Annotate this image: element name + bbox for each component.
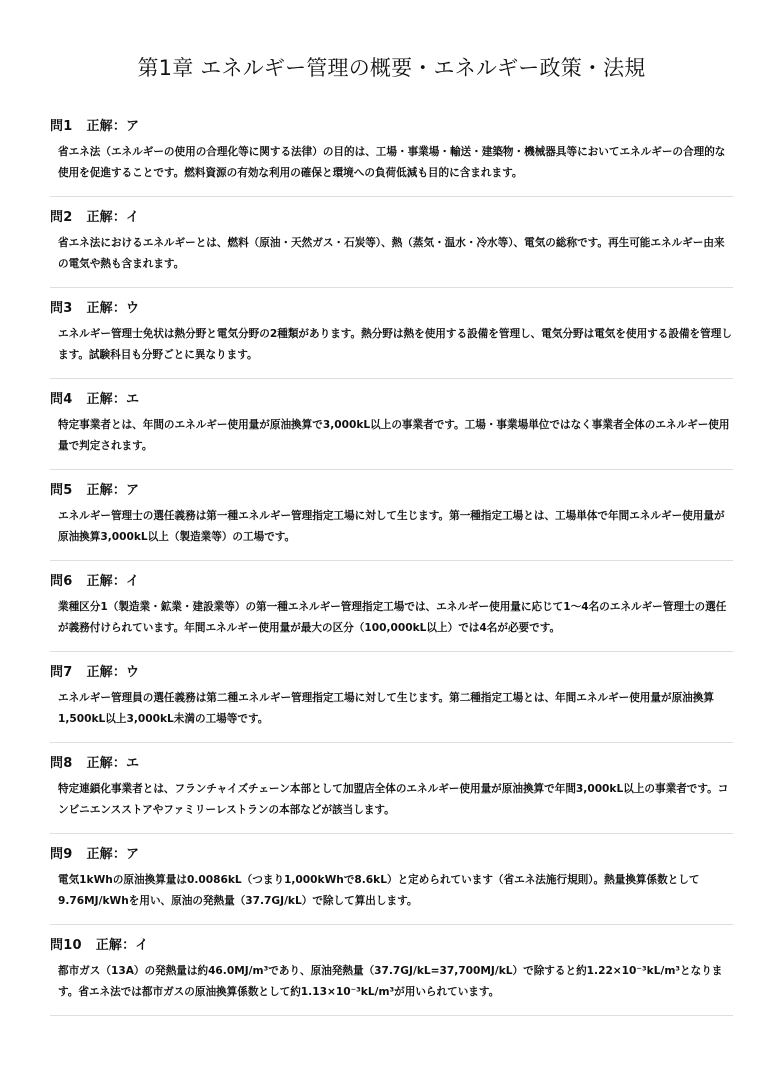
explanation-text: エネルギー管理員の選任義務は第二種エネルギー管理指定工場に対して生じます。第二種指定工場とは、年間エネルギー使用量が原油換算1,500kL以上3,000kL未満の工場等です。 (58, 692, 714, 725)
question-number: 問4 (50, 392, 73, 407)
explanation-text: 都市ガス（13A）の発熱量は約46.0MJ/m³であり、原油発熱量（37.7GJ/kL=37,700MJ/kL）で除すると約1.22×10⁻³kL/m³となります。省エネ法では都市ガスの原油換算係数として約1.13×10⁻³kL/m³が用いられています。 (58, 965, 723, 998)
answer-item (50, 197, 733, 288)
explanation-text: 電気1kWhの原油換算量は0.0086kL（つまり1,000kWhで8.6kL）と定められています（省エネ法施行規則）。熱量換算係数として9.76MJ/kWhを用い、原油の発熱量（37.7GJ/kL）で除して算出します。 (58, 874, 700, 907)
correct-answer: 正解：イ (86, 210, 140, 225)
correct-answer: 正解：エ (86, 756, 140, 771)
question-number: 問7 (50, 665, 73, 680)
correct-answer: 正解：ウ (86, 301, 140, 316)
answer-item (50, 743, 733, 834)
answer-item (50, 652, 733, 743)
answer-heading (50, 391, 733, 409)
answer-heading (50, 755, 733, 773)
question-number: 問3 (50, 301, 73, 316)
correct-answer: 正解：ア (86, 119, 140, 134)
answer-item (50, 561, 733, 652)
answer-heading (50, 209, 733, 227)
explanation-text: 特定事業者とは、年間のエネルギー使用量が原油換算で3,000kL以上の事業者です。工場・事業場単位ではなく事業者全体のエネルギー使用量で判定されます。 (58, 419, 730, 452)
correct-answer: 正解：イ (86, 574, 140, 589)
answer-list (50, 106, 733, 1016)
answer-heading (50, 937, 733, 955)
answer-heading (50, 846, 733, 864)
correct-answer: 正解：エ (86, 392, 140, 407)
answer-heading (50, 300, 733, 318)
explanation-text: 省エネ法（エネルギーの使用の合理化等に関する法律）の目的は、工場・事業場・輸送・建築物・機械器具等においてエネルギーの合理的な使用を促進することです。燃料資源の有効な利用の確保と環境への負荷低減も目的に含まれます。 (58, 146, 726, 179)
answer-item (50, 834, 733, 925)
question-number: 問2 (50, 210, 73, 225)
answer-heading (50, 664, 733, 682)
answer-heading (50, 118, 733, 136)
answer-item (50, 925, 733, 1016)
answer-item (50, 379, 733, 470)
question-number: 問5 (50, 483, 73, 498)
answer-item (50, 470, 733, 561)
question-number: 問8 (50, 756, 73, 771)
question-number: 問10 (50, 938, 82, 953)
explanation-text: エネルギー管理士免状は熱分野と電気分野の2種類があります。熱分野は熱を使用する設備を管理し、電気分野は電気を使用する設備を管理します。試験科目も分野ごとに異なります。 (58, 328, 732, 361)
explanation-text: 特定連鎖化事業者とは、フランチャイズチェーン本部として加盟店全体のエネルギー使用量が原油換算で年間3,000kL以上の事業者です。コンビニエンスストアやファミリーレストランの本部などが該当します。 (58, 783, 729, 816)
answer-item (50, 288, 733, 379)
correct-answer: 正解：イ (95, 938, 149, 953)
correct-answer: 正解：ウ (86, 665, 140, 680)
explanation-text: エネルギー管理士の選任義務は第一種エネルギー管理指定工場に対して生じます。第一種指定工場とは、工場単体で年間エネルギー使用量が原油換算3,000kL以上（製造業等）の工場です。 (58, 510, 725, 543)
explanation-text: 省エネ法におけるエネルギーとは、燃料（原油・天然ガス・石炭等）、熱（蒸気・温水・冷水等）、電気の総称です。再生可能エネルギー由来の電気や熱も含まれます。 (58, 237, 725, 270)
question-number: 問9 (50, 847, 73, 862)
explanation-text: 業種区分1（製造業・鉱業・建設業等）の第一種エネルギー管理指定工場では、エネルギー使用量に応じて1〜4名のエネルギー管理士の選任が義務付けられています。年間エネルギー使用量が最大の区分（100,000kL以上）では4名が必要です。 (58, 601, 727, 634)
page-title: 第1章 エネルギー管理の概要・エネルギー政策・法規 (137, 56, 646, 80)
question-number: 問6 (50, 574, 73, 589)
correct-answer: 正解：ア (86, 847, 140, 862)
answer-heading (50, 482, 733, 500)
correct-answer: 正解：ア (86, 483, 140, 498)
question-number: 問1 (50, 119, 73, 134)
answer-item (50, 106, 733, 197)
answer-heading (50, 573, 733, 591)
